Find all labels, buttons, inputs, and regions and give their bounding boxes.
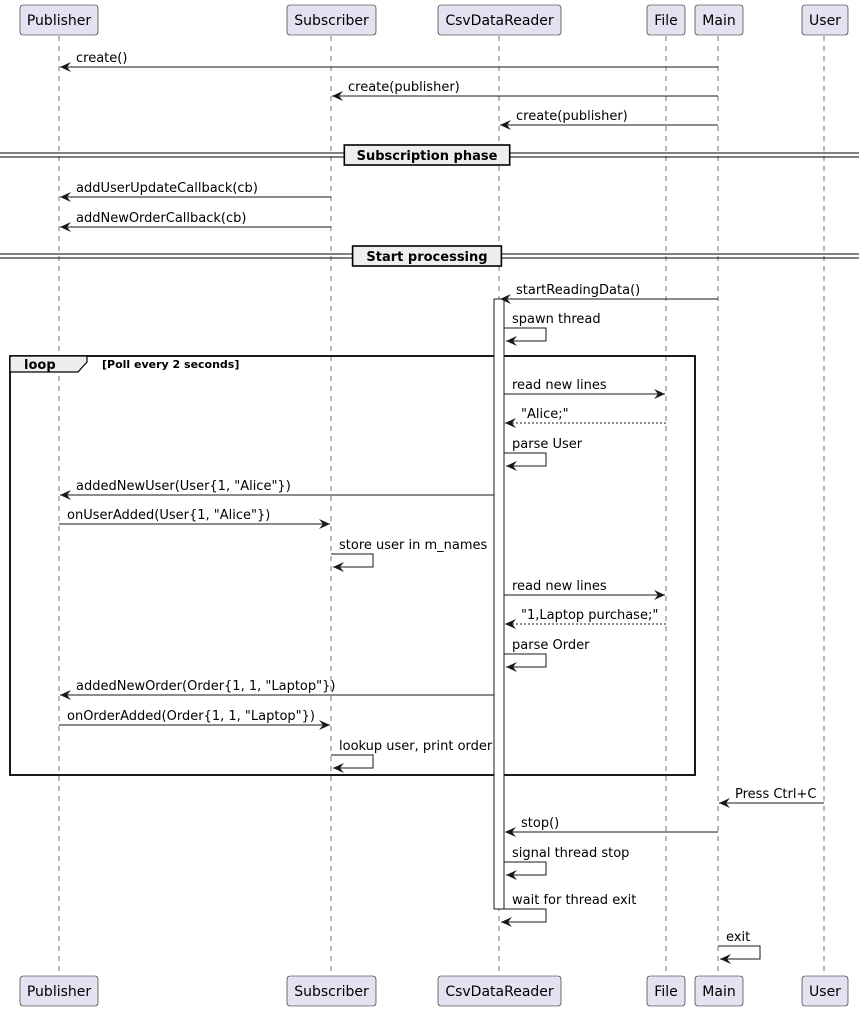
message-label: create(publisher) (516, 109, 628, 124)
message-23 (718, 930, 760, 959)
activation-bar (494, 299, 504, 909)
participant-csvdatareader-bottom (438, 976, 561, 1006)
participant-label: File (654, 13, 678, 29)
message-9 (504, 437, 583, 466)
divider-1 (0, 246, 859, 266)
message-15 (504, 638, 590, 667)
message-22 (501, 893, 636, 922)
participant-label: User (809, 13, 841, 29)
divider-label: Subscription phase (356, 149, 498, 164)
message-label: read new lines (512, 378, 607, 393)
message-6 (504, 312, 601, 341)
message-label: lookup user, print order (339, 739, 493, 754)
message-label: stop() (521, 816, 560, 831)
message-0 (60, 51, 718, 67)
message-label: addNewOrderCallback(cb) (76, 211, 247, 226)
message-label: Press Ctrl+C (735, 787, 817, 802)
message-13 (504, 579, 665, 595)
message-4 (60, 211, 331, 227)
message-label: onOrderAdded(Order{1, 1, "Laptop"}) (67, 709, 315, 724)
message-label: create(publisher) (348, 80, 460, 95)
message-12 (331, 538, 488, 567)
participant-label: Main (702, 984, 736, 1000)
participant-file-bottom (647, 976, 685, 1006)
participant-subscriber-bottom (287, 976, 376, 1006)
divider-label: Start processing (366, 250, 488, 265)
participant-label: Main (702, 13, 736, 29)
loop-keyword: loop (24, 358, 56, 373)
participant-subscriber-top (287, 5, 376, 35)
participant-file-top (647, 5, 685, 35)
message-label: addedNewUser(User{1, "Alice"}) (76, 479, 291, 494)
participant-user-top (802, 5, 848, 35)
message-14 (505, 608, 666, 624)
participants-top (20, 5, 848, 35)
message-17 (59, 709, 330, 725)
participant-label: Publisher (26, 13, 92, 29)
message-label: create() (76, 51, 128, 66)
message-label: "1,Laptop purchase;" (521, 608, 659, 623)
participant-main-bottom (695, 976, 743, 1006)
participant-label: File (654, 984, 678, 1000)
participant-publisher-top (20, 5, 98, 35)
message-21 (504, 846, 629, 875)
activation-csvdatareader (494, 299, 504, 909)
message-8 (505, 407, 666, 423)
messages (59, 51, 824, 959)
message-label: signal thread stop (512, 846, 630, 861)
message-label: onUserAdded(User{1, "Alice"}) (67, 508, 271, 523)
message-label: parse Order (512, 638, 590, 653)
message-label: exit (726, 930, 751, 945)
divider-0 (0, 145, 859, 165)
participant-label: Subscriber (294, 13, 369, 29)
message-19 (719, 787, 824, 803)
phase-dividers (0, 145, 859, 266)
message-label: startReadingData() (516, 283, 641, 298)
message-11 (59, 508, 330, 524)
lifelines (59, 36, 824, 975)
message-label: spawn thread (512, 312, 601, 327)
message-3 (60, 181, 331, 197)
message-7 (504, 378, 665, 394)
message-label: store user in m_names (339, 538, 488, 553)
participant-label: Publisher (26, 984, 92, 1000)
message-label: parse User (512, 437, 583, 452)
loop-guard: [Poll every 2 seconds] (102, 358, 240, 371)
participant-publisher-bottom (20, 976, 98, 1006)
message-20 (505, 816, 718, 832)
message-16 (60, 679, 494, 695)
participant-label: CsvDataReader (445, 984, 554, 1000)
message-label: "Alice;" (521, 407, 569, 422)
message-5 (500, 283, 718, 299)
participant-label: CsvDataReader (445, 13, 554, 29)
message-1 (332, 80, 718, 96)
message-2 (500, 109, 718, 125)
participant-main-top (695, 5, 743, 35)
message-18 (331, 739, 493, 768)
participant-csvdatareader-top (438, 5, 561, 35)
participant-user-bottom (802, 976, 848, 1006)
message-label: addedNewOrder(Order{1, 1, "Laptop"}) (76, 679, 336, 694)
message-10 (60, 479, 494, 495)
participant-label: Subscriber (294, 984, 369, 1000)
message-label: wait for thread exit (512, 893, 637, 908)
message-label: addUserUpdateCallback(cb) (76, 181, 258, 196)
participants-bottom (20, 976, 848, 1006)
participant-label: User (809, 984, 841, 1000)
message-label: read new lines (512, 579, 607, 594)
